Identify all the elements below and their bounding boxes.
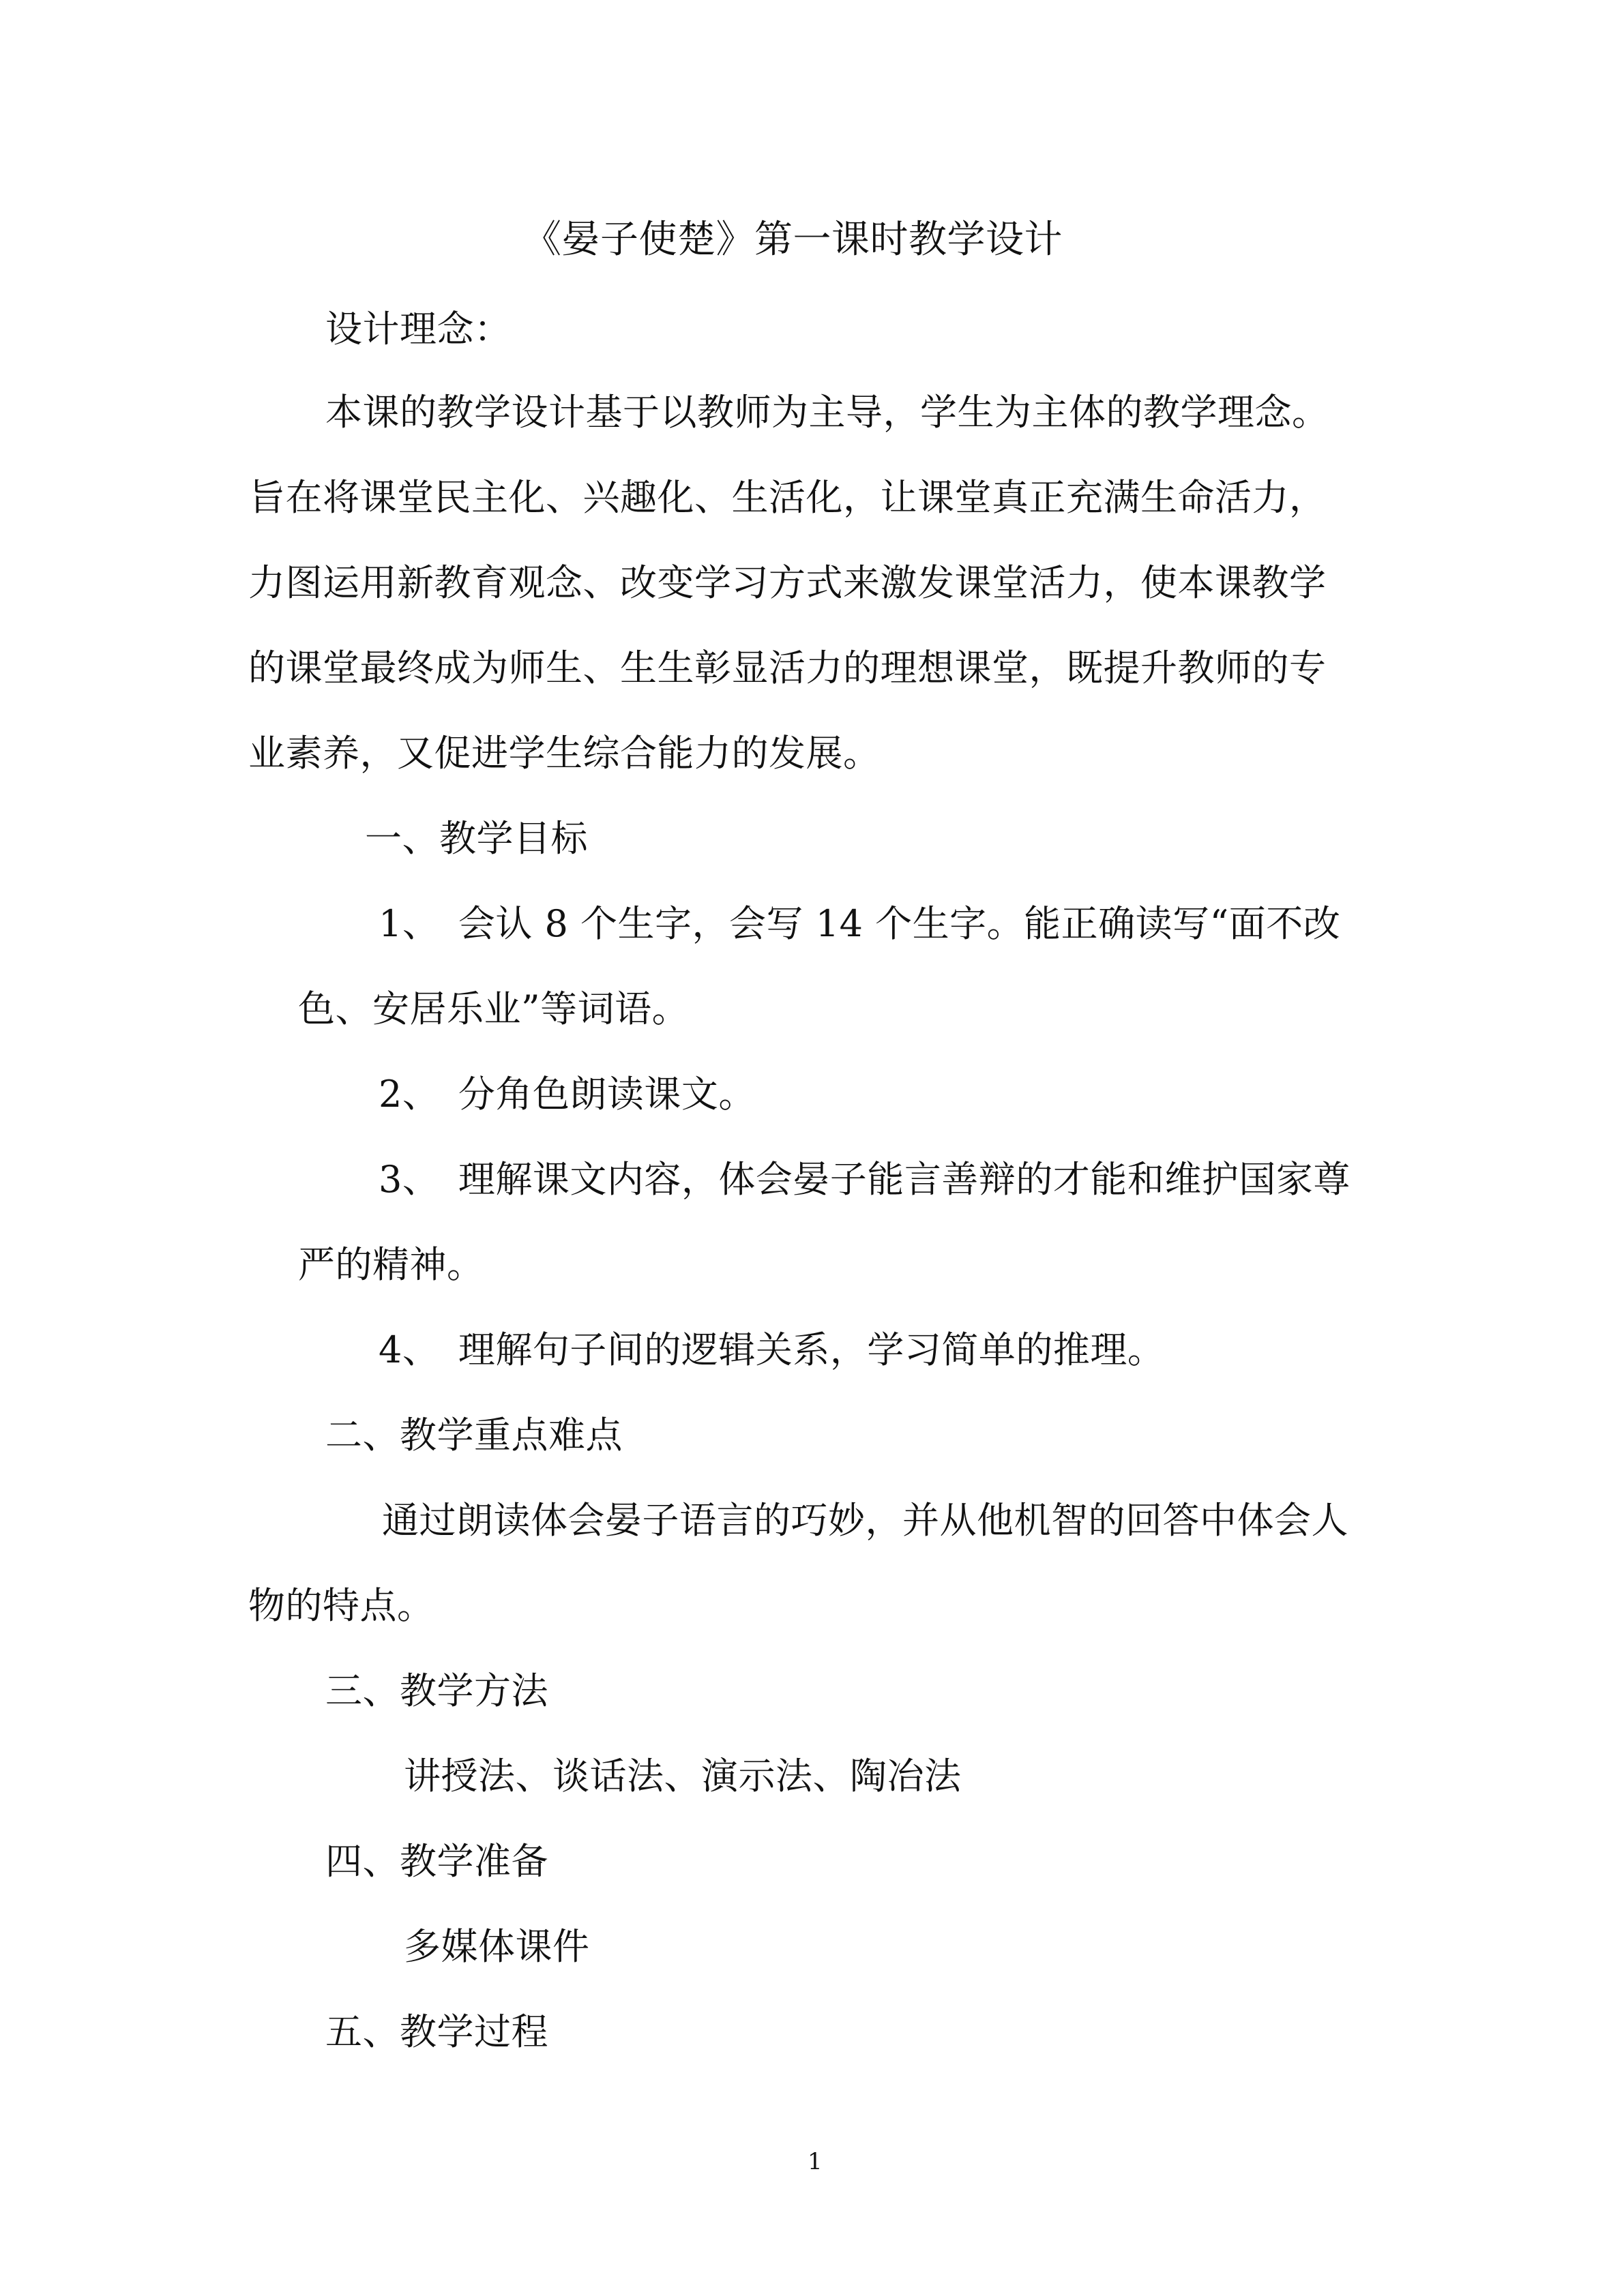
section-teaching-preparation: 四、教学准备 xyxy=(325,1840,548,1883)
concept-paragraph-line-1: 本课的教学设计基于以教师为主导，学生为主体的教学理念。 xyxy=(325,391,1329,434)
concept-heading: 设计理念： xyxy=(325,308,512,351)
teaching-methods-list: 讲授法、谈话法、演示法、陶冶法 xyxy=(404,1755,962,1798)
goal-3-line-2: 严的精神。 xyxy=(298,1243,484,1286)
goal-3-line-1: 3、 理解课文内容，体会晏子能言善辩的才能和维护国家尊 xyxy=(379,1158,1350,1201)
concept-paragraph-line-2: 旨在将课堂民主化、兴趣化、生活化，让课堂真正充满生命活力， xyxy=(248,476,1327,519)
key-difficulty-line-2: 物的特点。 xyxy=(248,1584,434,1627)
section-key-difficulties: 二、教学重点难点 xyxy=(325,1414,623,1457)
page-number: 1 xyxy=(808,2148,823,2175)
goal-1-line-2: 色、安居乐业”等词语。 xyxy=(298,987,690,1030)
concept-paragraph-line-5: 业素养，又促进学生综合能力的发展。 xyxy=(248,732,881,775)
section-teaching-process: 五、教学过程 xyxy=(325,2010,548,2053)
concept-paragraph-line-3: 力图运用新教育观念、改变学习方式来激发课堂活力，使本课教学 xyxy=(248,561,1327,604)
goal-2: 2、 分角色朗读课文。 xyxy=(379,1073,756,1116)
document-title: 《晏子使楚》第一课时教学设计 xyxy=(523,218,1063,262)
goal-4: 4、 理解句子间的逻辑关系，学习简单的推理。 xyxy=(379,1328,1165,1371)
key-difficulty-line-1: 通过朗读体会晏子语言的巧妙，并从他机智的回答中体会人 xyxy=(382,1499,1348,1542)
teaching-preparation-item: 多媒体课件 xyxy=(404,1925,590,1968)
section-teaching-goals: 一、教学目标 xyxy=(365,817,588,860)
section-teaching-methods: 三、教学方法 xyxy=(325,1669,548,1712)
concept-paragraph-line-4: 的课堂最终成为师生、生生彰显活力的理想课堂，既提升教师的专 xyxy=(248,646,1327,689)
goal-1-line-1: 1、 会认 8 个生字，会写 14 个生字。能正确读写“面不改 xyxy=(379,902,1341,945)
